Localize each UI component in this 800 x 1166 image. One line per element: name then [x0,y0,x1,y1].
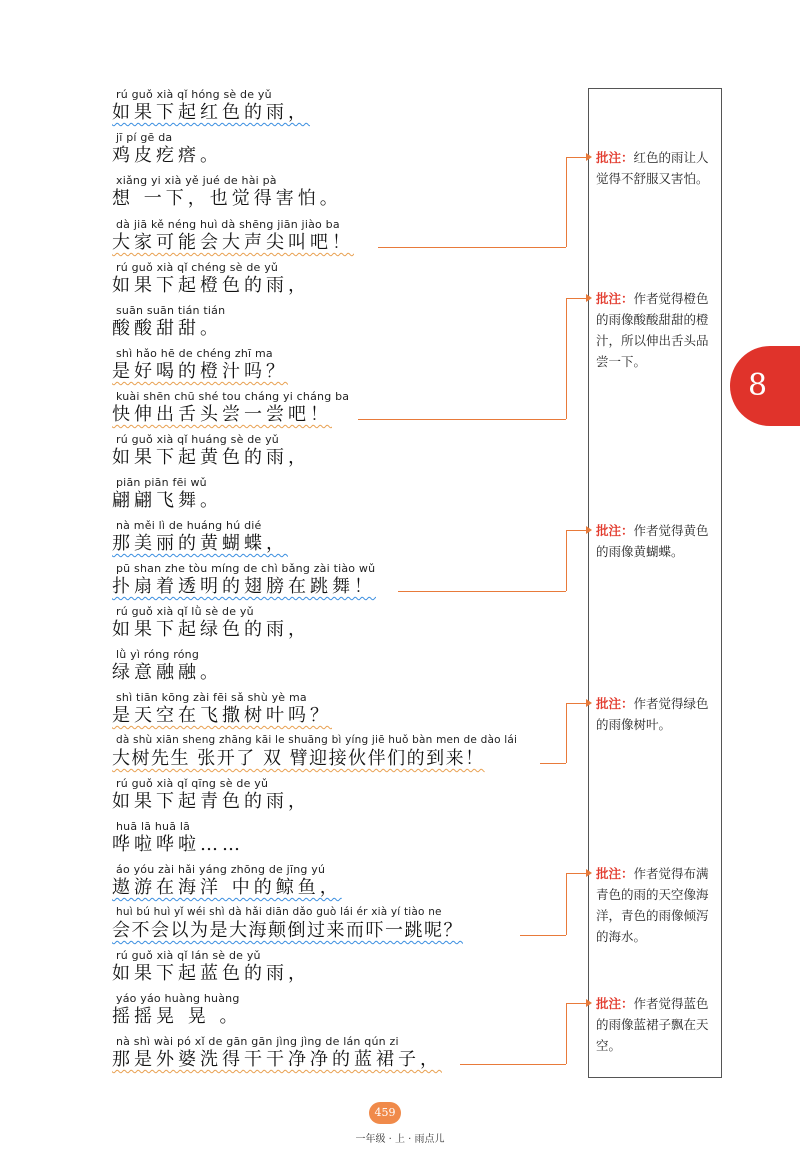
pinyin-line: shì hǎo hē de chéng zhī ma [116,347,273,360]
poem-line: 翩翩飞舞。 [112,490,222,511]
pinyin-line: suān suān tián tián [116,304,226,317]
pinyin-line: huì bú huì yǐ wéi shì dà hǎi diān dǎo guò lái ér xià yí tiào ne [116,906,442,918]
poem-line: 哗啦哗啦…… [112,834,244,855]
poem-line: 如果下起绿色的雨， [112,619,310,640]
pinyin-line: shì tiān kōng zài fēi sǎ shù yè ma [116,691,307,704]
page-footer: 一年级 · 上 · 雨点儿 [355,1134,445,1145]
connector-line [398,591,566,592]
poem-line: 是好喝的橙汁吗？ [112,361,288,382]
connector-line [358,419,566,420]
poem-line: 那美丽的黄蝴蝶， [112,533,288,554]
poem-line: 如果下起蓝色的雨， [112,963,310,984]
connector-line [460,1064,566,1065]
annotation-note [596,288,720,372]
arrow-icon [586,699,592,707]
pinyin-line: rú guǒ xià qǐ chéng sè de yǔ [116,261,279,274]
poem-line: 扑扇着透明的翅膀在跳舞！ [112,576,376,597]
annotation-note [596,147,720,189]
pinyin-line: rú guǒ xià qǐ hóng sè de yǔ [116,88,272,101]
chapter-number: 8 [748,368,768,403]
page-number: 459 [369,1102,401,1124]
annotation-note [596,863,720,947]
poem-line: 会不会以为是大海颠倒过来而吓一跳呢？ [112,920,463,941]
annotation-note [596,520,720,562]
connector-line [566,873,567,935]
annotation-text: 作者觉得布满青色的雨的天空像海洋，青色的雨像倾泻的海水。 [596,866,709,944]
pinyin-line: xiǎng yi xià yě jué de hài pà [116,174,277,187]
pinyin-line: pū shan zhe tòu míng de chì bǎng zài tiào wǔ [116,562,376,575]
pinyin-line: dà shù xiān sheng zhāng kāi le shuāng bì yíng jiē huǒ bàn men de dào lái [116,734,518,746]
annotation-text: 作者觉得橙色的雨像酸酸甜甜的橙汁，所以伸出舌头品尝一下。 [596,291,709,369]
connector-line [566,157,567,247]
annotation-note [596,993,720,1056]
pinyin-line: jī pí gē da [116,131,173,144]
poem-line: 那是外婆洗得干干净净的蓝裙子， [112,1049,442,1070]
pinyin-line: huā lā huā lā [116,820,191,833]
pinyin-line: nà shì wài pó xǐ de gān gān jìng jìng de lán qún zi [116,1035,399,1048]
connector-line [566,157,588,158]
connector-line [566,530,567,591]
pinyin-line: nà měi lì de huáng hú dié [116,519,262,532]
poem-line: 快伸出舌头尝一尝吧！ [112,404,332,425]
poem-line: 是天空在飞撒树叶吗？ [112,705,332,726]
poem-line: 摇摇晃 晃 。 [112,1006,242,1027]
connector-line [566,873,588,874]
pinyin-line: áo yóu zài hǎi yáng zhōng de jīng yú [116,863,326,876]
pinyin-line: rú guǒ xià qǐ lǜ sè de yǔ [116,605,254,618]
connector-line [566,1003,567,1064]
pinyin-line: yáo yáo huàng huàng [116,992,240,1005]
pinyin-line: lǜ yì róng róng [116,648,200,661]
pinyin-line: rú guǒ xià qǐ huáng sè de yǔ [116,433,279,446]
arrow-icon [586,294,592,302]
poem-line: 大家可能会大声尖叫吧！ [112,232,354,253]
poem-line: 大树先生 张开了 双 臂迎接伙伴们的到来！ [112,748,485,769]
poem-line: 如果下起橙色的雨， [112,275,310,296]
connector-line [520,935,566,936]
pinyin-line: piān piān fēi wǔ [116,476,207,489]
poem-line: 鸡皮疙瘩。 [112,145,222,166]
pinyin-line: kuài shēn chū shé tou cháng yi cháng ba [116,390,350,403]
connector-line [540,763,566,764]
poem-line: 绿意融融。 [112,662,222,683]
annotation-label: 批注： [596,696,634,711]
connector-line [566,530,588,531]
annotation-text: 作者觉得绿色的雨像树叶。 [596,696,709,732]
connector-line [566,1003,588,1004]
arrow-icon [586,869,592,877]
annotation-label: 批注： [596,291,634,306]
poem-line: 想 一下，也觉得害怕。 [112,188,342,209]
poem-line: 如果下起红色的雨， [112,102,310,123]
connector-line [566,298,588,299]
poem-line: 遨游在海洋 中的鲸鱼， [112,877,342,898]
arrow-icon [586,526,592,534]
connector-line [566,298,567,419]
poem-line: 如果下起黄色的雨， [112,447,310,468]
annotation-note [596,693,720,735]
arrow-icon [586,999,592,1007]
connector-line [566,703,588,704]
poem-line: 如果下起青色的雨， [112,791,310,812]
pinyin-line: dà jiā kě néng huì dà shēng jiān jiào ba [116,218,340,231]
pinyin-line: rú guǒ xià qǐ lán sè de yǔ [116,949,261,962]
annotation-text: 作者觉得蓝色的雨像蓝裙子飘在天空。 [596,996,709,1053]
annotation-text: 作者觉得黄色的雨像黄蝴蝶。 [596,523,709,559]
annotation-label: 批注： [596,996,634,1011]
poem-line: 酸酸甜甜。 [112,318,222,339]
annotation-label: 批注： [596,866,634,881]
pinyin-line: rú guǒ xià qǐ qīng sè de yǔ [116,777,269,790]
annotation-text: 红色的雨让人觉得不舒服又害怕。 [596,150,709,186]
connector-line [566,703,567,763]
connector-line [378,247,566,248]
annotation-label: 批注： [596,150,634,165]
arrow-icon [586,153,592,161]
annotation-label: 批注： [596,523,634,538]
